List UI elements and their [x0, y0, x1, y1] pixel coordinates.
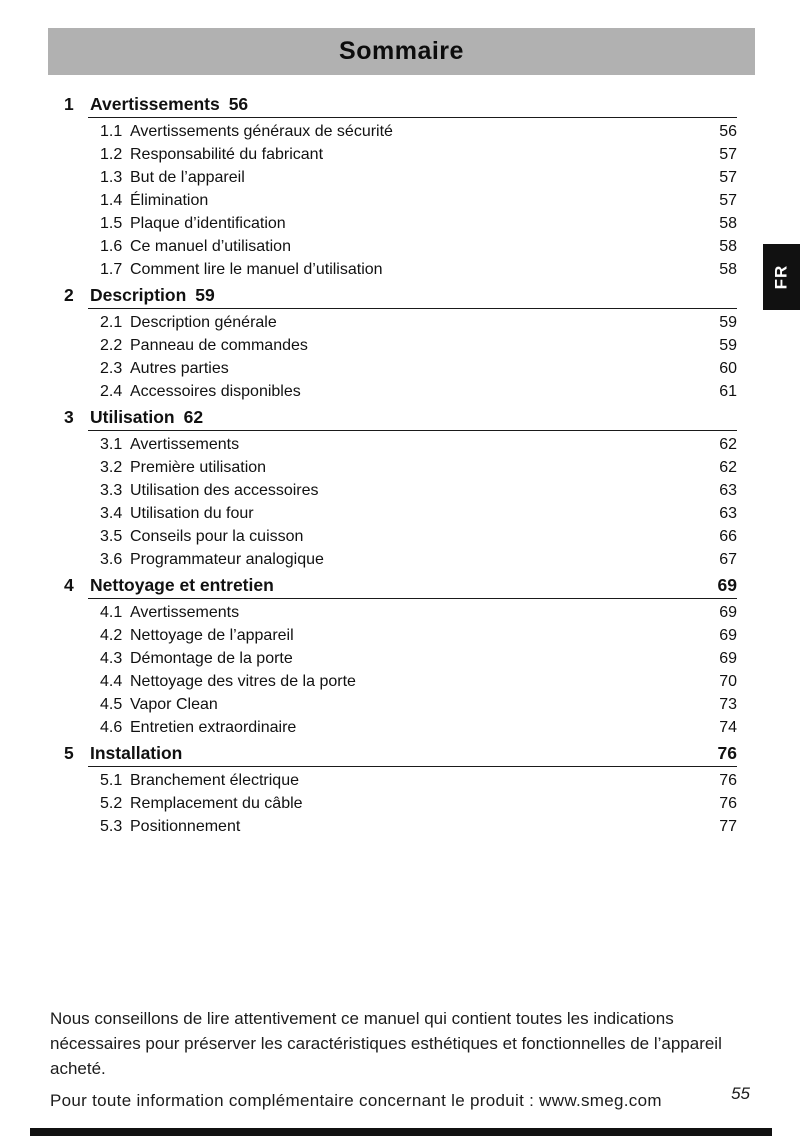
item-page: 57: [719, 169, 737, 186]
item-number: 5.3: [100, 818, 123, 835]
toc-section-4: [50, 571, 737, 739]
toc-item: [50, 601, 737, 624]
section-number: 1: [64, 94, 74, 114]
item-page: 57: [719, 146, 737, 163]
section-header: [50, 281, 737, 307]
toc-section-5: [50, 739, 737, 838]
toc-item: [50, 815, 737, 838]
section-page: 62: [183, 407, 204, 427]
toc-item: [50, 647, 737, 670]
item-page: 70: [719, 673, 737, 690]
item-title: Accessoires disponibles: [130, 383, 301, 400]
item-number: 4.4: [100, 673, 123, 690]
toc-item: [50, 479, 737, 502]
toc-item: [50, 792, 737, 815]
item-number: 4.3: [100, 650, 123, 667]
toc-item: [50, 334, 737, 357]
toc-item: [50, 525, 737, 548]
section-number: 5: [64, 743, 74, 763]
item-title: But de l’appareil: [130, 169, 245, 186]
toc-section-2: [50, 281, 737, 403]
item-page: 77: [719, 818, 737, 835]
section-header: [50, 90, 737, 116]
toc-item: [50, 189, 737, 212]
item-number: 3.4: [100, 505, 123, 522]
item-title: Démontage de la porte: [130, 650, 293, 667]
toc-item: [50, 258, 737, 281]
section-page: 56: [228, 94, 249, 114]
item-title: Ce manuel d’utilisation: [130, 238, 291, 255]
item-page: 58: [719, 215, 737, 232]
item-number: 3.1: [100, 436, 123, 453]
item-number: 4.5: [100, 696, 123, 713]
section-rule: [88, 430, 737, 431]
item-number: 3.2: [100, 459, 123, 476]
item-number: 2.4: [100, 383, 123, 400]
toc-item: [50, 670, 737, 693]
toc-item: [50, 456, 737, 479]
section-title: Installation: [90, 743, 183, 763]
language-tab-label: FR: [771, 264, 791, 290]
toc-item: [50, 548, 737, 571]
section-rule: [88, 308, 737, 309]
item-title: Conseils pour la cuisson: [130, 528, 304, 545]
toc-item: [50, 624, 737, 647]
section-page: 76: [717, 743, 737, 763]
footer-notes: [50, 1006, 756, 1113]
toc-item: [50, 143, 737, 166]
section-title: Avertissements: [90, 94, 220, 114]
page-header: [48, 28, 755, 75]
toc-item: [50, 769, 737, 792]
item-number: 3.3: [100, 482, 123, 499]
item-title: Remplacement du câble: [130, 795, 303, 812]
toc-item: [50, 380, 737, 403]
page-title: Sommaire: [339, 37, 464, 65]
item-title: Avertissements généraux de sécurité: [130, 123, 393, 140]
toc-item: [50, 357, 737, 380]
item-title: Avertissements: [130, 436, 240, 453]
item-number: 2.2: [100, 337, 123, 354]
item-page: 69: [719, 604, 737, 621]
toc-item: [50, 716, 737, 739]
section-number: 2: [64, 285, 74, 305]
item-page: 67: [719, 551, 737, 568]
item-number: 1.2: [100, 146, 123, 163]
item-page: 69: [719, 650, 737, 667]
item-page: 56: [719, 123, 737, 140]
toc-item: [50, 502, 737, 525]
item-title: Nettoyage des vitres de la porte: [130, 673, 356, 690]
item-number: 1.6: [100, 238, 123, 255]
item-number: 1.1: [100, 123, 123, 140]
page-number: 55: [731, 1084, 750, 1103]
item-page: 60: [719, 360, 737, 377]
item-title: Élimination: [130, 192, 209, 209]
item-title: Positionnement: [130, 818, 241, 835]
item-number: 2.1: [100, 314, 123, 331]
item-number: 1.7: [100, 261, 123, 278]
section-number: 4: [64, 575, 74, 595]
item-title: Utilisation des accessoires: [130, 482, 319, 499]
section-rule: [88, 117, 737, 118]
item-number: 5.1: [100, 772, 123, 789]
toc: [50, 90, 737, 838]
footer-paragraph-2: Pour toute information complémentaire concernant le produit : www.smeg.com: [50, 1091, 662, 1110]
item-title: Comment lire le manuel d’utilisation: [130, 261, 383, 278]
item-title: Vapor Clean: [130, 696, 218, 713]
item-number: 4.2: [100, 627, 123, 644]
section-title: Utilisation: [90, 407, 175, 427]
toc-item: [50, 235, 737, 258]
item-page: 73: [719, 696, 737, 713]
toc-section-1: [50, 90, 737, 281]
toc-section-3: [50, 403, 737, 571]
toc-item: [50, 693, 737, 716]
item-title: Autres parties: [130, 360, 229, 377]
item-page: 58: [719, 238, 737, 255]
item-title: Entretien extraordinaire: [130, 719, 297, 736]
section-header: [50, 739, 737, 765]
item-number: 2.3: [100, 360, 123, 377]
item-title: Programmateur analogique: [130, 551, 324, 568]
item-number: 3.6: [100, 551, 123, 568]
item-number: 1.3: [100, 169, 123, 186]
section-header: [50, 571, 737, 597]
toc-item: [50, 120, 737, 143]
item-page: 59: [719, 337, 737, 354]
item-page: 58: [719, 261, 737, 278]
section-rule: [88, 766, 737, 767]
item-page: 63: [719, 482, 737, 499]
item-page: 61: [719, 383, 737, 400]
section-number: 3: [64, 407, 74, 427]
item-page: 63: [719, 505, 737, 522]
section-rule: [88, 598, 737, 599]
item-number: 1.5: [100, 215, 123, 232]
toc-item: [50, 311, 737, 334]
item-page: 62: [719, 459, 737, 476]
item-title: Description générale: [130, 314, 277, 331]
item-title: Plaque d’identification: [130, 215, 286, 232]
section-title: Nettoyage et entretien: [90, 575, 274, 595]
section-page: 59: [195, 285, 215, 305]
item-number: 5.2: [100, 795, 123, 812]
item-page: 74: [719, 719, 737, 736]
item-page: 59: [719, 314, 737, 331]
item-page: 76: [719, 772, 737, 789]
item-page: 57: [719, 192, 737, 209]
item-page: 76: [719, 795, 737, 812]
item-page: 66: [719, 528, 737, 545]
item-title: Nettoyage de l’appareil: [130, 627, 294, 644]
item-title: Avertissements: [130, 604, 240, 621]
item-title: Panneau de commandes: [130, 337, 308, 354]
item-title: Responsabilité du fabricant: [130, 146, 324, 163]
toc-item: [50, 212, 737, 235]
item-title: Première utilisation: [130, 459, 267, 476]
item-title: Branchement électrique: [130, 772, 299, 789]
section-header: [50, 403, 737, 429]
item-number: 1.4: [100, 192, 123, 209]
item-number: 4.6: [100, 719, 123, 736]
section-title: Description: [90, 285, 187, 305]
toc-item: [50, 433, 737, 456]
footer-paragraph-1: Nous conseillons de lire attentivement ce manuel qui contient toutes les indications nécessaires pour préserver les caractéristiques esthétiques et fonctionnelles de l’appareil acheté.: [50, 1009, 722, 1078]
bottom-divider-bar: [30, 1128, 772, 1136]
item-page: 62: [719, 436, 737, 453]
toc-item: [50, 166, 737, 189]
language-tab-fr: [763, 244, 800, 310]
item-number: 3.5: [100, 528, 123, 545]
section-page: 69: [717, 575, 737, 595]
item-page: 69: [719, 627, 737, 644]
item-number: 4.1: [100, 604, 123, 621]
item-title: Utilisation du four: [130, 505, 254, 522]
